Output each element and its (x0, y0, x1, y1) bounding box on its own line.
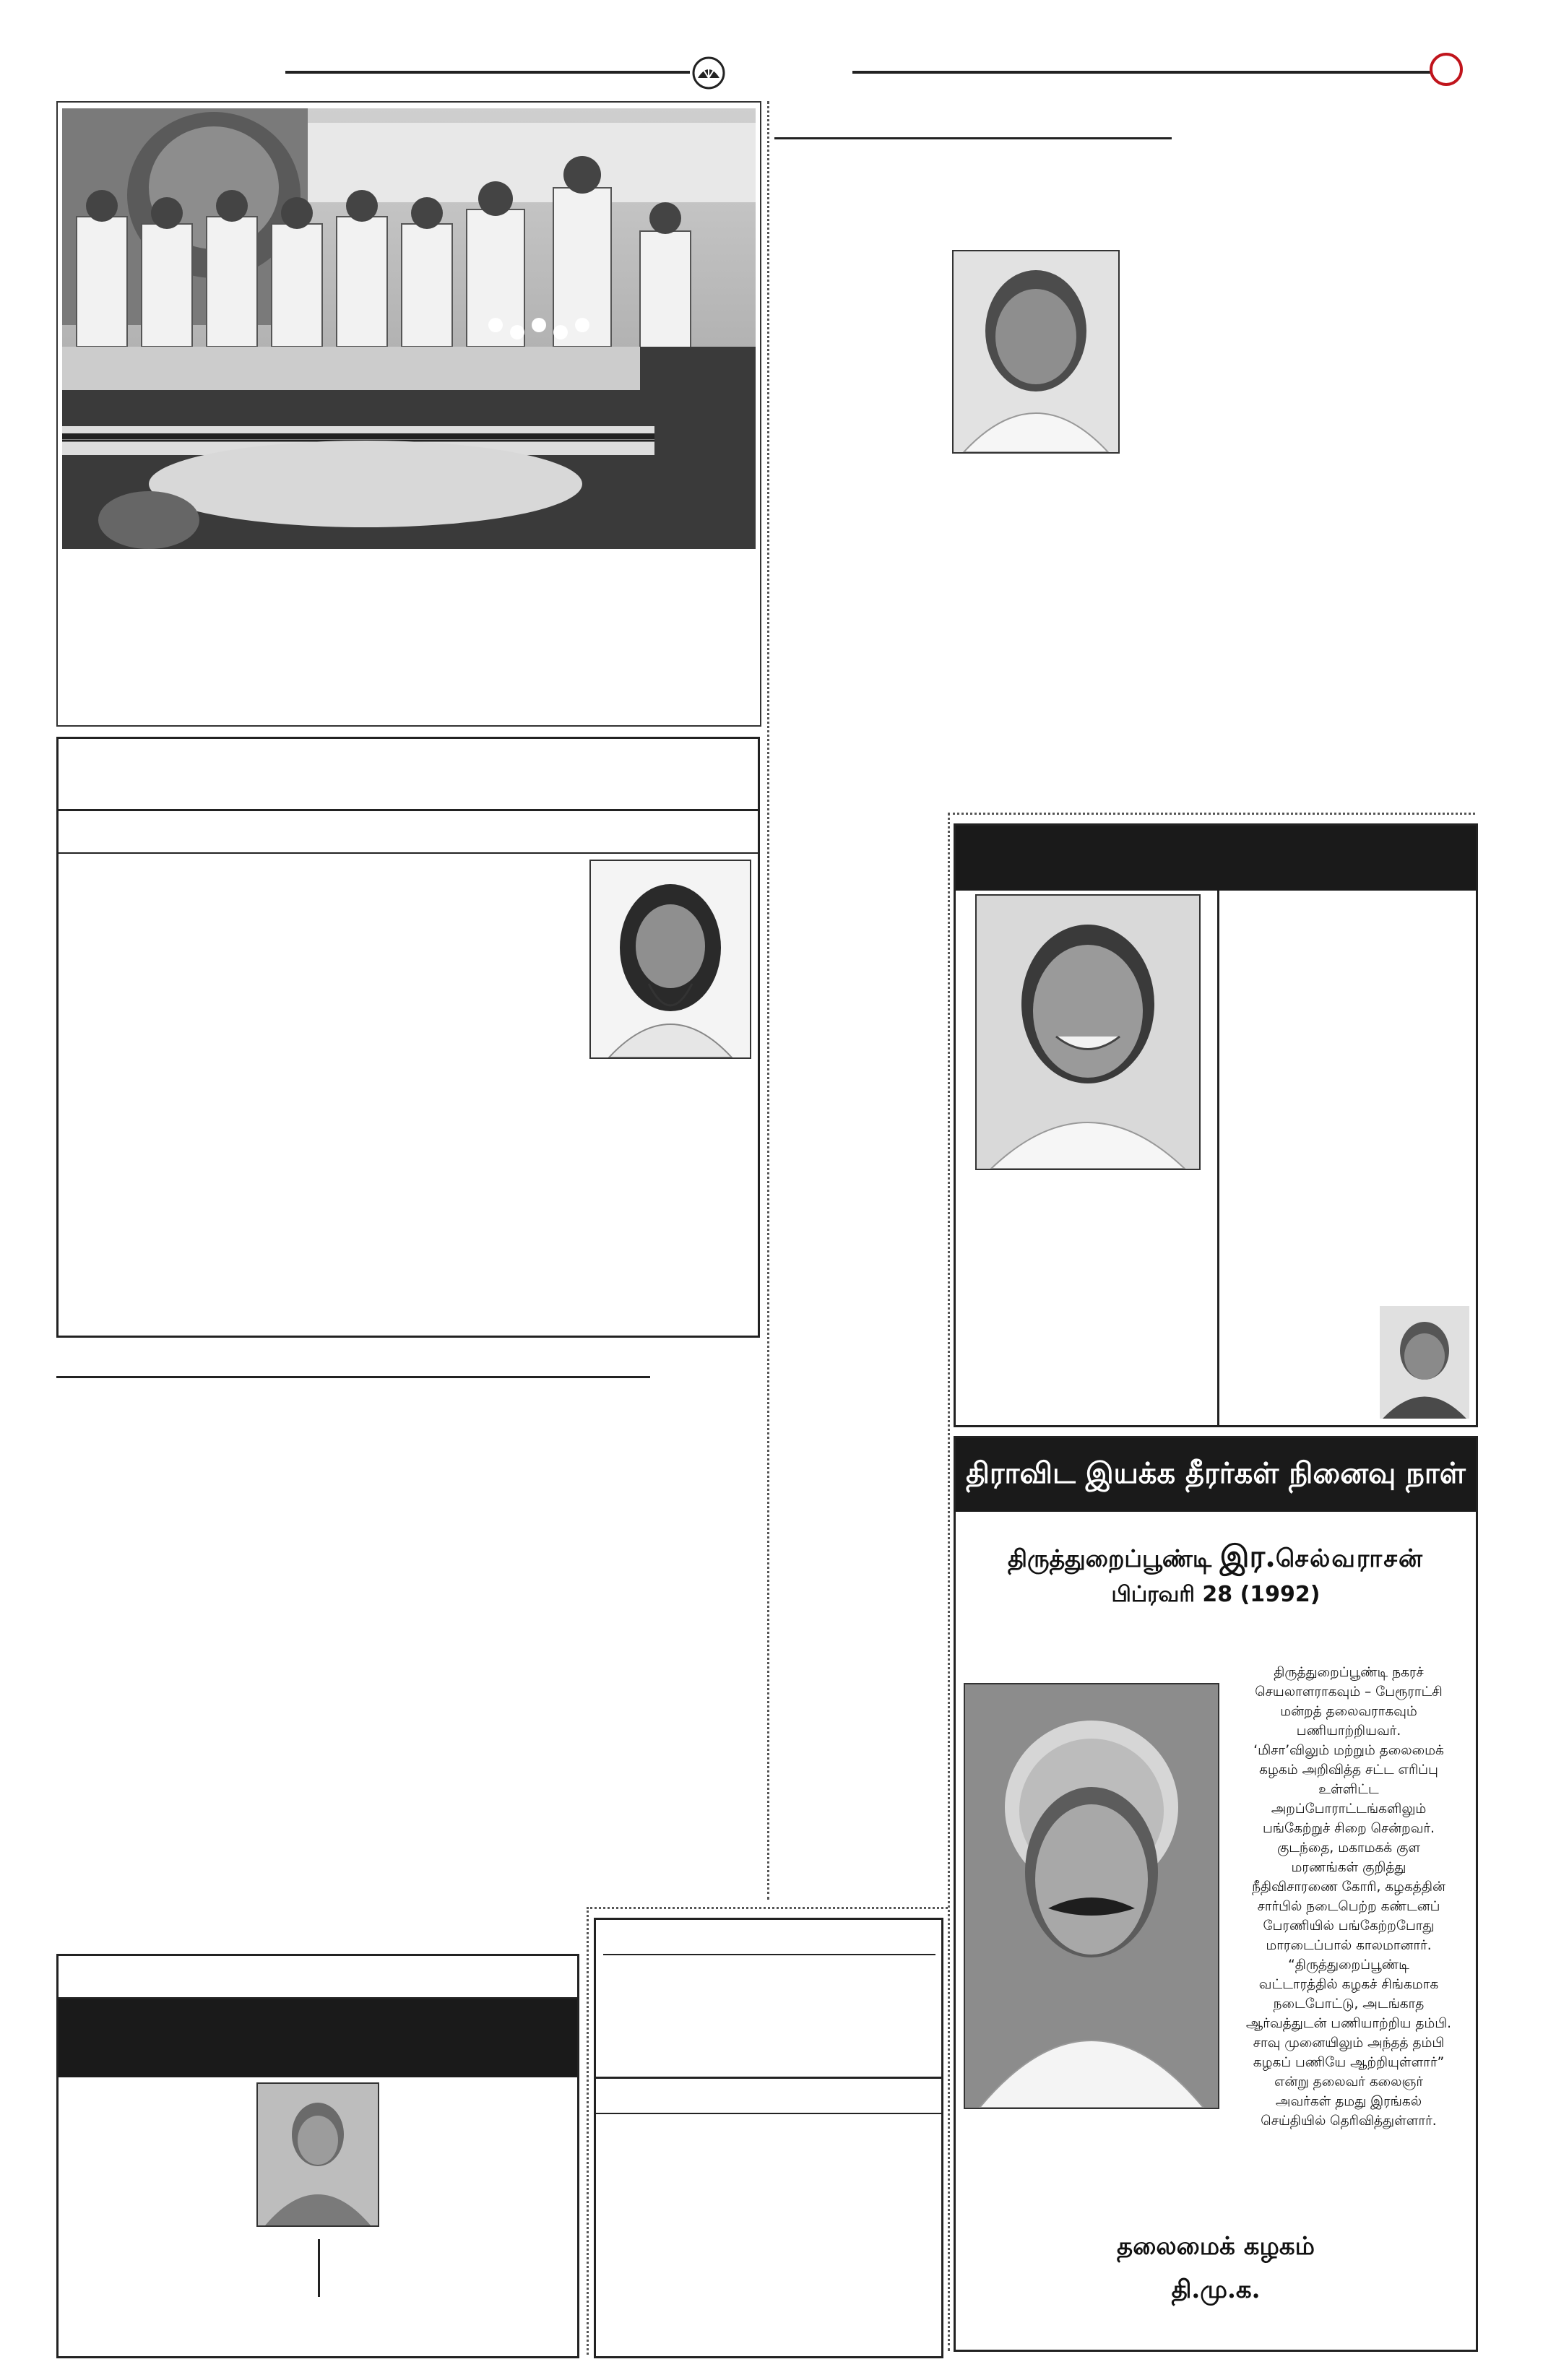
left-lower-rule (56, 1376, 650, 1378)
masthead-rule-left (285, 71, 690, 74)
memorial-bio-line: நீதிவிசாரணை கோரி, கழகத்தின் (1252, 1879, 1445, 1895)
memorial-bio-line: கழகப் பணியே ஆற்றியுள்ளார்” (1253, 2055, 1445, 2070)
right-top-rule (774, 137, 1172, 139)
funeral-procession-photo (62, 108, 756, 549)
bottom-middle-rule-1 (603, 1954, 935, 1955)
memorial-bio-line: நடைபோட்டு, அடங்காத (1273, 1996, 1425, 2012)
memorial-bio-line: சார்பில் நடைபெற்ற கண்டனப் (1257, 1899, 1440, 1914)
bottom-left-small-stem (318, 2239, 320, 2297)
man-portrait-photo-small (256, 2082, 379, 2227)
memorial-name-line (956, 1539, 1476, 1579)
bottom-middle-box (594, 1918, 943, 2358)
memorial-bio-line: பணியாற்றியவர். (1296, 1723, 1401, 1739)
masthead-rule-right (852, 71, 1430, 74)
memorial-bio-line: திருத்துறைப்பூண்டி நகரச் (1274, 1665, 1424, 1680)
memorial-banner-title: திராவிட இயக்க தீரர்கள் நினைவு நாள் (966, 1456, 1466, 1490)
memorial-bio-line: மாரடைப்பால் காலமானார். (1266, 1938, 1432, 1953)
memorial-bio-line: உள்ளிட்ட (1318, 1782, 1379, 1797)
article-box-title-rule (59, 809, 758, 811)
bottom-left-black-band (59, 1999, 577, 2077)
divider-bottom-mid (587, 1907, 589, 2355)
page-number-circle-icon (1429, 52, 1464, 87)
memorial-bio-line: என்று தலைவர் கலைஞர் (1274, 2074, 1424, 2090)
memorial-date: பிப்ரவரி 28 (1992) (1111, 1582, 1321, 1607)
memorial-name-initial: இர. (1219, 1539, 1276, 1574)
memorial-bio-line: வட்டாரத்தில் கழகச் சிங்கமாக (1258, 1977, 1439, 1992)
memorial-banner (956, 1438, 1476, 1512)
memorial-bio-line: பங்கேற்றுச் சிறை சென்றவர். (1262, 1821, 1435, 1836)
rising-sun-emblem-icon (692, 56, 725, 90)
memorial-bio-line: சாவு முனையிலும் அந்தத் தம்பி (1253, 2035, 1445, 2051)
divider-right-column (948, 813, 1475, 815)
memorial-bio-line: மன்றத் தலைவராகவும் (1280, 1704, 1417, 1719)
memorial-bio-line: அறப்போராட்டங்களிலும் (1271, 1801, 1427, 1817)
memorial-bio (1224, 1663, 1474, 2168)
woman-portrait-photo (589, 860, 751, 1059)
memorial-portrait-photo (964, 1683, 1219, 2109)
bottom-middle-rule-3 (596, 2113, 941, 2114)
memorial-signature-line2: தி.மு.க. (1171, 2275, 1261, 2304)
bottom-middle-rule-2 (596, 2077, 941, 2079)
right-feature-column-divider (1217, 891, 1219, 1425)
column-divider-left (767, 101, 769, 1900)
memorial-bio-line: குடந்தை, மகாமகக் குள (1276, 1840, 1421, 1856)
right-feature-black-band (956, 826, 1476, 891)
memorial-bio-line: செயலாளராகவும் – பேரூராட்சி (1255, 1684, 1443, 1700)
memorial-bio-line: செய்தியில் தெரிவித்துள்ளார். (1261, 2113, 1437, 2129)
memorial-bio-line: அவர்கள் தமது இரங்கல் (1275, 2094, 1422, 2109)
article-box-subtitle-rule (59, 852, 758, 854)
divider-bottom-mid-h (587, 1907, 948, 1909)
memorial-name-prefix: திருத்துறைப்பூண்டி (1007, 1544, 1212, 1572)
elderly-man-thumbnail-photo (1380, 1306, 1469, 1419)
memorial-bio-line: ‘மிசா’விலும் மற்றும் தலைமைக் (1253, 1743, 1444, 1758)
memorial-bio-line: கழகம் அறிவித்த சட்ட எரிப்பு (1259, 1762, 1438, 1778)
divider-right-column-v (948, 813, 950, 2351)
memorial-signature-line1: தலைமைக் கழகம் (1117, 2232, 1315, 2261)
leader-portrait-photo (975, 894, 1201, 1170)
memorial-name: செல்வராசன் (1275, 1544, 1424, 1573)
memorial-bio-line: மரணங்கள் குறித்து (1291, 1860, 1406, 1875)
memorial-bio-line: ஆர்வத்துடன் பணியாற்றிய தம்பி. (1245, 2016, 1452, 2031)
memorial-bio-line: பேரணியில் பங்கேற்றபோது (1263, 1918, 1435, 1934)
man-portrait-photo-right (952, 250, 1120, 454)
memorial-bio-line: “திருத்துறைப்பூண்டி (1288, 1957, 1409, 1973)
